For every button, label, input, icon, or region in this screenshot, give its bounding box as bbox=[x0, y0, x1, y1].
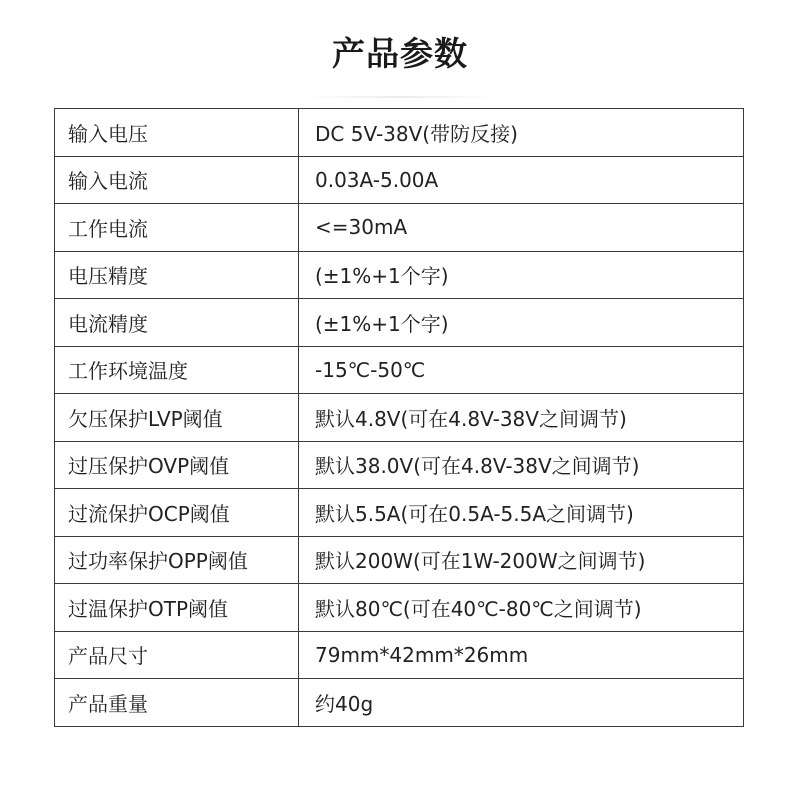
table-row bbox=[55, 394, 744, 442]
table-row bbox=[55, 346, 744, 394]
table-row bbox=[55, 584, 744, 632]
spec-value: -15℃-50℃ bbox=[299, 346, 744, 394]
spec-label: 过压保护OVP阈值 bbox=[55, 441, 299, 489]
spec-value: 默认5.5A(可在0.5A-5.5A之间调节) bbox=[299, 489, 744, 537]
table-row bbox=[55, 536, 744, 584]
table-row bbox=[55, 156, 744, 204]
spec-label: 工作电流 bbox=[55, 204, 299, 252]
spec-value: DC 5V-38V(带防反接) bbox=[299, 109, 744, 157]
table-row bbox=[55, 679, 744, 727]
spec-value: 约40g bbox=[299, 679, 744, 727]
spec-label: 工作环境温度 bbox=[55, 346, 299, 394]
table-row bbox=[55, 109, 744, 157]
spec-label: 输入电压 bbox=[55, 109, 299, 157]
spec-value: 默认38.0V(可在4.8V-38V之间调节) bbox=[299, 441, 744, 489]
spec-label: 过功率保护OPP阈值 bbox=[55, 536, 299, 584]
table-row bbox=[55, 631, 744, 679]
title-divider bbox=[300, 96, 500, 98]
spec-value: <=30mA bbox=[299, 204, 744, 252]
spec-value: 默认200W(可在1W-200W之间调节) bbox=[299, 536, 744, 584]
table-row bbox=[55, 204, 744, 252]
table-row bbox=[55, 441, 744, 489]
spec-label: 输入电流 bbox=[55, 156, 299, 204]
spec-value: 默认80℃(可在40℃-80℃之间调节) bbox=[299, 584, 744, 632]
spec-value: (±1%+1个字) bbox=[299, 299, 744, 347]
table-row bbox=[55, 251, 744, 299]
spec-value: 默认4.8V(可在4.8V-38V之间调节) bbox=[299, 394, 744, 442]
spec-label: 欠压保护LVP阈值 bbox=[55, 394, 299, 442]
spec-table-body bbox=[55, 109, 744, 727]
spec-label: 过温保护OTP阈值 bbox=[55, 584, 299, 632]
table-row bbox=[55, 489, 744, 537]
page-title: 产品参数 bbox=[332, 34, 468, 73]
spec-label: 过流保护OCP阈值 bbox=[55, 489, 299, 537]
spec-label: 电流精度 bbox=[55, 299, 299, 347]
spec-label: 产品尺寸 bbox=[55, 631, 299, 679]
spec-table bbox=[54, 108, 744, 727]
table-row bbox=[55, 299, 744, 347]
spec-value: (±1%+1个字) bbox=[299, 251, 744, 299]
spec-label: 电压精度 bbox=[55, 251, 299, 299]
spec-value: 79mm*42mm*26mm bbox=[299, 631, 744, 679]
spec-value: 0.03A-5.00A bbox=[299, 156, 744, 204]
spec-label: 产品重量 bbox=[55, 679, 299, 727]
